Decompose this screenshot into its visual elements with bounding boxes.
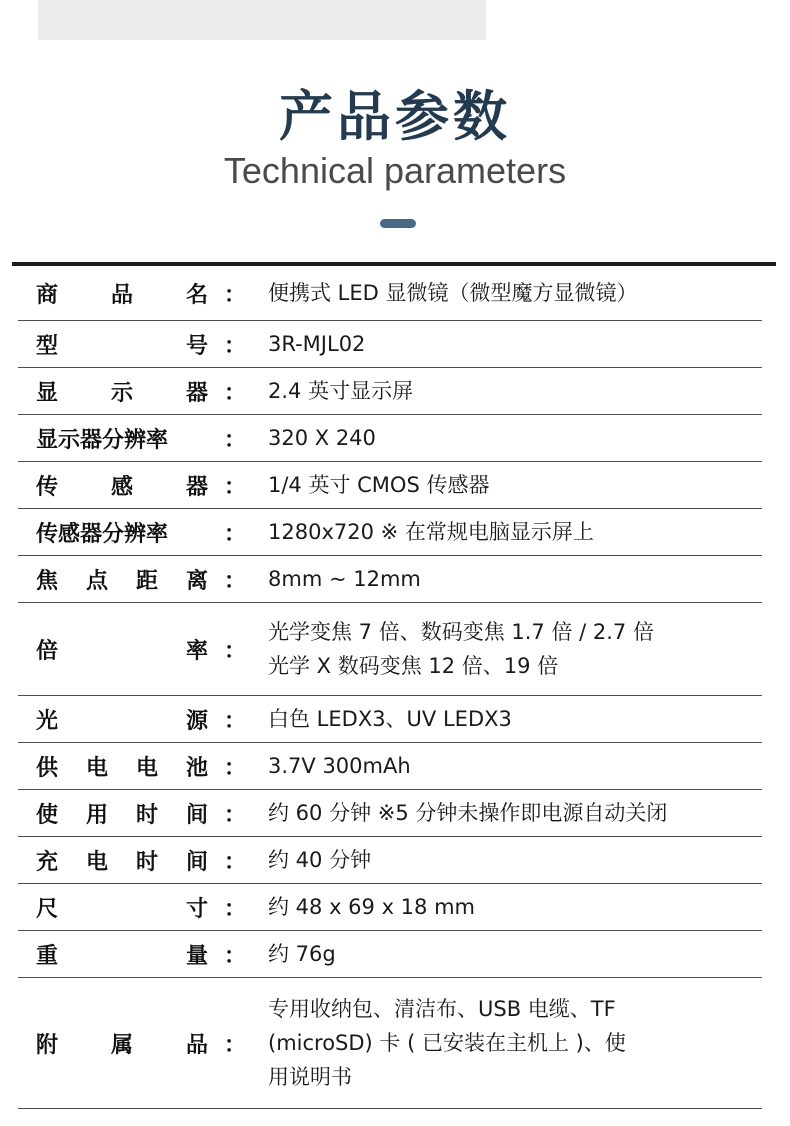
spec-row	[18, 266, 762, 321]
spec-colon: ：	[224, 896, 247, 922]
spec-label-char: 显	[36, 380, 59, 406]
spec-row	[18, 837, 762, 884]
spec-colon: ：	[224, 708, 247, 734]
spec-colon: ：	[224, 849, 247, 875]
spec-value-line: 3R-MJL02	[268, 332, 366, 356]
spec-value-line: 专用收纳包、清洁布、USB 电缆、TF	[268, 997, 616, 1021]
spec-row	[18, 556, 762, 603]
spec-label-char: 重	[36, 943, 59, 969]
spec-label-char: 用	[85, 802, 108, 828]
spec-label	[36, 423, 208, 454]
spec-label	[36, 704, 208, 735]
spec-label-char: 充	[36, 849, 59, 875]
spec-colon: ：	[224, 1032, 247, 1058]
spec-label-char: 名	[185, 282, 208, 308]
spec-label-char: 时	[135, 849, 158, 875]
spec-row	[18, 603, 762, 696]
spec-label-char: 器	[185, 380, 208, 406]
spec-row	[18, 415, 762, 462]
top-banner-strip	[38, 0, 486, 40]
spec-row	[18, 321, 762, 368]
spec-value-line: 约 40 分钟	[268, 848, 372, 872]
spec-value	[268, 468, 489, 502]
spec-label-char: 量	[185, 943, 208, 969]
spec-label	[36, 1028, 208, 1059]
spec-label-char: 供	[36, 755, 59, 781]
spec-colon: ：	[224, 568, 247, 594]
spec-label-char: 焦	[36, 568, 59, 594]
spec-row	[18, 931, 762, 978]
spec-label-char: 传	[36, 474, 59, 500]
spec-label	[36, 634, 208, 665]
spec-value	[268, 937, 336, 971]
spec-label	[36, 329, 208, 360]
spec-colon: ：	[224, 380, 247, 406]
spec-label-char: 电	[135, 755, 158, 781]
spec-row	[18, 978, 762, 1109]
spec-label	[36, 517, 208, 548]
title-divider	[380, 219, 416, 228]
spec-value-line: 光学 X 数码变焦 12 倍、19 倍	[268, 654, 559, 678]
spec-value-line: 1280x720 ※ 在常规电脑显示屏上	[268, 520, 594, 544]
spec-label-char: 间	[185, 802, 208, 828]
spec-label-char: 商	[36, 282, 59, 308]
spec-label	[36, 278, 208, 309]
spec-label-char: 池	[185, 755, 208, 781]
spec-row	[18, 884, 762, 931]
spec-label-char: 倍	[36, 638, 59, 664]
spec-label-char: 光	[36, 708, 59, 734]
spec-value	[268, 890, 475, 924]
spec-row	[18, 462, 762, 509]
spec-row	[18, 696, 762, 743]
spec-label-char: 感	[110, 474, 133, 500]
spec-label-char: 属	[110, 1032, 133, 1058]
spec-colon: ：	[224, 755, 247, 781]
spec-value	[268, 796, 667, 830]
spec-value-line: 1/4 英寸 CMOS 传感器	[268, 473, 490, 497]
spec-value	[268, 276, 638, 310]
spec-label	[36, 892, 208, 923]
spec-label-char: 号	[185, 333, 208, 359]
spec-label-char: 寸	[185, 896, 208, 922]
spec-colon: ：	[224, 333, 247, 359]
spec-value-line: 约 76g	[268, 942, 336, 966]
spec-value	[268, 421, 376, 455]
spec-label-char: 离	[185, 568, 208, 594]
spec-label-char: 源	[185, 708, 208, 734]
spec-value-line: 约 60 分钟 ※5 分钟未操作即电源自动关闭	[268, 801, 668, 825]
spec-label	[36, 470, 208, 501]
spec-value	[268, 702, 512, 736]
spec-value-line: 用说明书	[268, 1065, 352, 1089]
spec-label	[36, 376, 208, 407]
spec-label-char: 器	[185, 474, 208, 500]
spec-label-char: 电	[85, 755, 108, 781]
spec-label-char: 型	[36, 333, 59, 359]
spec-label	[36, 845, 208, 876]
spec-label-char: 示	[110, 380, 133, 406]
spec-colon: ：	[224, 638, 247, 664]
spec-value-line: 便携式 LED 显微镜（微型魔方显微镜）	[268, 281, 638, 305]
spec-value-line: 3.7V 300mAh	[268, 754, 411, 778]
spec-label-char: 距	[135, 568, 158, 594]
spec-colon: ：	[224, 521, 247, 547]
page-subtitle: Technical parameters	[223, 150, 567, 191]
spec-value	[268, 327, 365, 361]
spec-value	[268, 615, 654, 683]
spec-value-line: 白色 LEDX3、UV LEDX3	[268, 707, 512, 731]
spec-value-line: 2.4 英寸显示屏	[268, 379, 414, 403]
page-title: 产品参数	[279, 85, 511, 148]
spec-colon: ：	[224, 474, 247, 500]
spec-value	[268, 515, 594, 549]
spec-label	[36, 564, 208, 595]
spec-label-char: 显示器分辨率	[36, 427, 169, 453]
spec-colon: ：	[224, 943, 247, 969]
spec-label-char: 点	[85, 568, 108, 594]
spec-value-line: 光学变焦 7 倍、数码变焦 1.7 倍 / 2.7 倍	[268, 620, 654, 644]
spec-colon: ：	[224, 282, 247, 308]
spec-label-char: 电	[85, 849, 108, 875]
spec-value-line: 约 48 x 69 x 18 mm	[268, 895, 475, 919]
spec-row	[18, 509, 762, 556]
spec-table	[18, 266, 762, 1109]
spec-label	[36, 798, 208, 829]
spec-label-char: 时	[135, 802, 158, 828]
spec-label-char: 使	[36, 802, 59, 828]
spec-label-char: 间	[185, 849, 208, 875]
spec-row	[18, 790, 762, 837]
spec-label-char: 传感器分辨率	[36, 521, 169, 547]
spec-value-line: (microSD) 卡 ( 已安装在主机上 )、使	[268, 1031, 626, 1055]
spec-label	[36, 939, 208, 970]
spec-label-char: 率	[185, 638, 208, 664]
spec-value-line: 320 X 240	[268, 426, 376, 450]
spec-colon: ：	[224, 427, 247, 453]
spec-row	[18, 743, 762, 790]
spec-label-char: 品	[185, 1032, 208, 1058]
spec-row	[18, 368, 762, 415]
spec-label	[36, 751, 208, 782]
spec-colon: ：	[224, 802, 247, 828]
spec-value	[268, 749, 411, 783]
spec-value	[268, 374, 413, 408]
spec-label-char: 附	[36, 1032, 59, 1058]
spec-label-char: 尺	[36, 896, 59, 922]
spec-value	[268, 992, 626, 1094]
spec-label-char: 品	[110, 282, 133, 308]
spec-value	[268, 843, 371, 877]
spec-value	[268, 562, 421, 596]
spec-value-line: 8mm ~ 12mm	[268, 567, 421, 591]
